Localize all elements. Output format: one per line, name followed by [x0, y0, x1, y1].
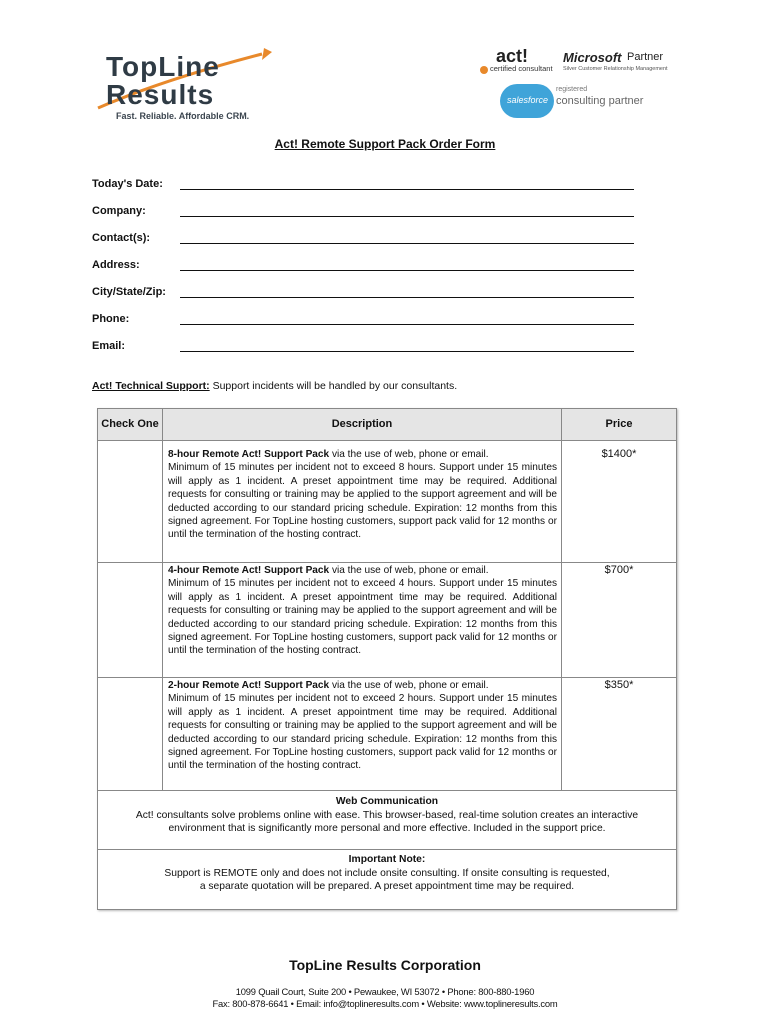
- divider: [98, 849, 676, 850]
- order-table: [97, 408, 677, 910]
- row-8hour-name: 8-hour Remote Act! Support Pack: [168, 449, 330, 460]
- ms-partner-sub: Silver Customer Relationship Management: [563, 66, 668, 72]
- logo-line2: Results: [106, 79, 215, 110]
- col-header-check: Check One: [98, 409, 163, 440]
- form-title: Act! Remote Support Pack Order Form: [274, 137, 496, 151]
- row-8hour-lead: via the use of web, phone or email.: [329, 449, 489, 460]
- divider: [561, 440, 562, 790]
- act-logo: act!: [496, 46, 529, 66]
- divider: [98, 677, 676, 678]
- label-phone: Phone:: [92, 313, 130, 325]
- row-4hour-body: Minimum of 15 minutes per incident not to exceed 4 hours. Support under 15 minutes will apply as 1 incident. A preset appointment time may be required. Additional requests for consulting or training may be applied to the support agreement and will be deducted according to our standard pricing schedule. Expiration: 12 months from this signed agreement. For TopLine hosting customers, support pack valid for 12 months or until the termination of the hosting contract.: [168, 578, 557, 657]
- phone-field[interactable]: [180, 324, 634, 325]
- support-lead: Act! Technical Support:: [92, 380, 210, 392]
- label-date: Today's Date:: [92, 178, 163, 190]
- important-note: [110, 853, 664, 894]
- row-4hour-name: 4-hour Remote Act! Support Pack: [168, 565, 330, 576]
- row-8hour-body: Minimum of 15 minutes per incident not to exceed 8 hours. Support under 15 minutes will apply as 1 incident. A preset appointment time may be required. Additional requests for consulting or training may be applied to the support agreement and will be deducted according to our standard pricing schedule. Expiration: 12 months from this signed agreement. For TopLine hosting customers, support pack valid for 12 months or until the termination of the hosting contract.: [168, 462, 557, 541]
- row-4hour-description: [168, 564, 557, 658]
- label-contacts: Contact(s):: [92, 232, 151, 244]
- col-header-price: Price: [562, 409, 676, 440]
- support-text: Support incidents will be handled by our consultants.: [212, 380, 458, 392]
- row-4hour-price: $700*: [604, 564, 634, 576]
- important-note-line1: Support is REMOTE only and does not include onsite consulting. If onsite consulting is requested,: [164, 867, 610, 879]
- important-note-line2: a separate quotation will be prepared. A preset appointment time may be required.: [199, 881, 575, 893]
- address-field[interactable]: [180, 270, 634, 271]
- checkbox-4hour[interactable]: [98, 563, 162, 677]
- row-8hour-description: [168, 448, 557, 542]
- ms-partner-word: Partner: [627, 51, 664, 63]
- label-email: Email:: [92, 340, 126, 352]
- row-2hour-lead: via the use of web, phone or email.: [329, 680, 489, 691]
- partner-logos: [470, 46, 670, 126]
- important-note-title: Important Note:: [348, 854, 426, 865]
- label-address: Address:: [92, 259, 140, 271]
- divider: [98, 790, 676, 791]
- web-communication-text: Act! consultants solve problems online with ease. This browser-based, real-time solution creates an interactive environment that is significantly more personal and more effective. Included in the support price.: [135, 809, 639, 835]
- divider: [98, 562, 676, 563]
- divider: [162, 440, 163, 790]
- act-certified-text: certified consultant: [490, 64, 553, 73]
- salesforce-logo: salesforce: [507, 95, 549, 105]
- web-communication-title: Web Communication: [335, 796, 439, 807]
- row-2hour-body: Minimum of 15 minutes per incident not to exceed 2 hours. Support under 15 minutes will apply as 1 incident. A preset appointment time may be required. Additional requests for consulting or training may be applied to the support agreement and will be deducted according to our standard pricing schedule. Expiration: 12 months from this signed agreement. For TopLine hosting customers, support pack valid for 12 months or until the termination of the hosting contract.: [168, 693, 557, 772]
- web-communication-note: [110, 795, 664, 836]
- row-8hour-price: $1400*: [601, 448, 637, 460]
- ms-logo: Microsoft: [563, 50, 622, 65]
- row-2hour-description: [168, 679, 557, 773]
- footer-company: TopLine Results Corporation: [289, 957, 481, 973]
- city-state-zip-field[interactable]: [180, 297, 634, 298]
- row-2hour-price: $350*: [604, 679, 634, 691]
- topline-logo: [92, 46, 282, 124]
- support-statement: [92, 380, 457, 392]
- logo-tagline: Fast. Reliable. Affordable CRM.: [116, 111, 250, 121]
- label-city-state-zip: City/State/Zip:: [92, 286, 166, 298]
- contacts-field[interactable]: [180, 243, 634, 244]
- divider: [98, 440, 676, 441]
- checkbox-2hour[interactable]: [98, 678, 162, 790]
- checkbox-8hour[interactable]: [98, 441, 162, 562]
- salesforce-consulting: consulting partner: [556, 95, 644, 107]
- col-header-description: Description: [163, 409, 562, 440]
- footer-address: 1099 Quail Court, Suite 200 • Pewaukee, WI 53072 • Phone: 800-880-1960: [235, 986, 535, 997]
- footer-contact: Fax: 800-878-6641 • Email: info@toplineresults.com • Website: www.toplineresults.com: [212, 998, 558, 1009]
- label-company: Company:: [92, 205, 146, 217]
- email-field[interactable]: [180, 351, 634, 352]
- act-dot-icon: [480, 66, 488, 74]
- date-field[interactable]: [180, 189, 634, 190]
- salesforce-registered: registered: [556, 86, 588, 93]
- row-2hour-name: 2-hour Remote Act! Support Pack: [168, 680, 330, 691]
- company-field[interactable]: [180, 216, 634, 217]
- row-4hour-lead: via the use of web, phone or email.: [329, 565, 489, 576]
- logo-line1: TopLine: [106, 51, 220, 82]
